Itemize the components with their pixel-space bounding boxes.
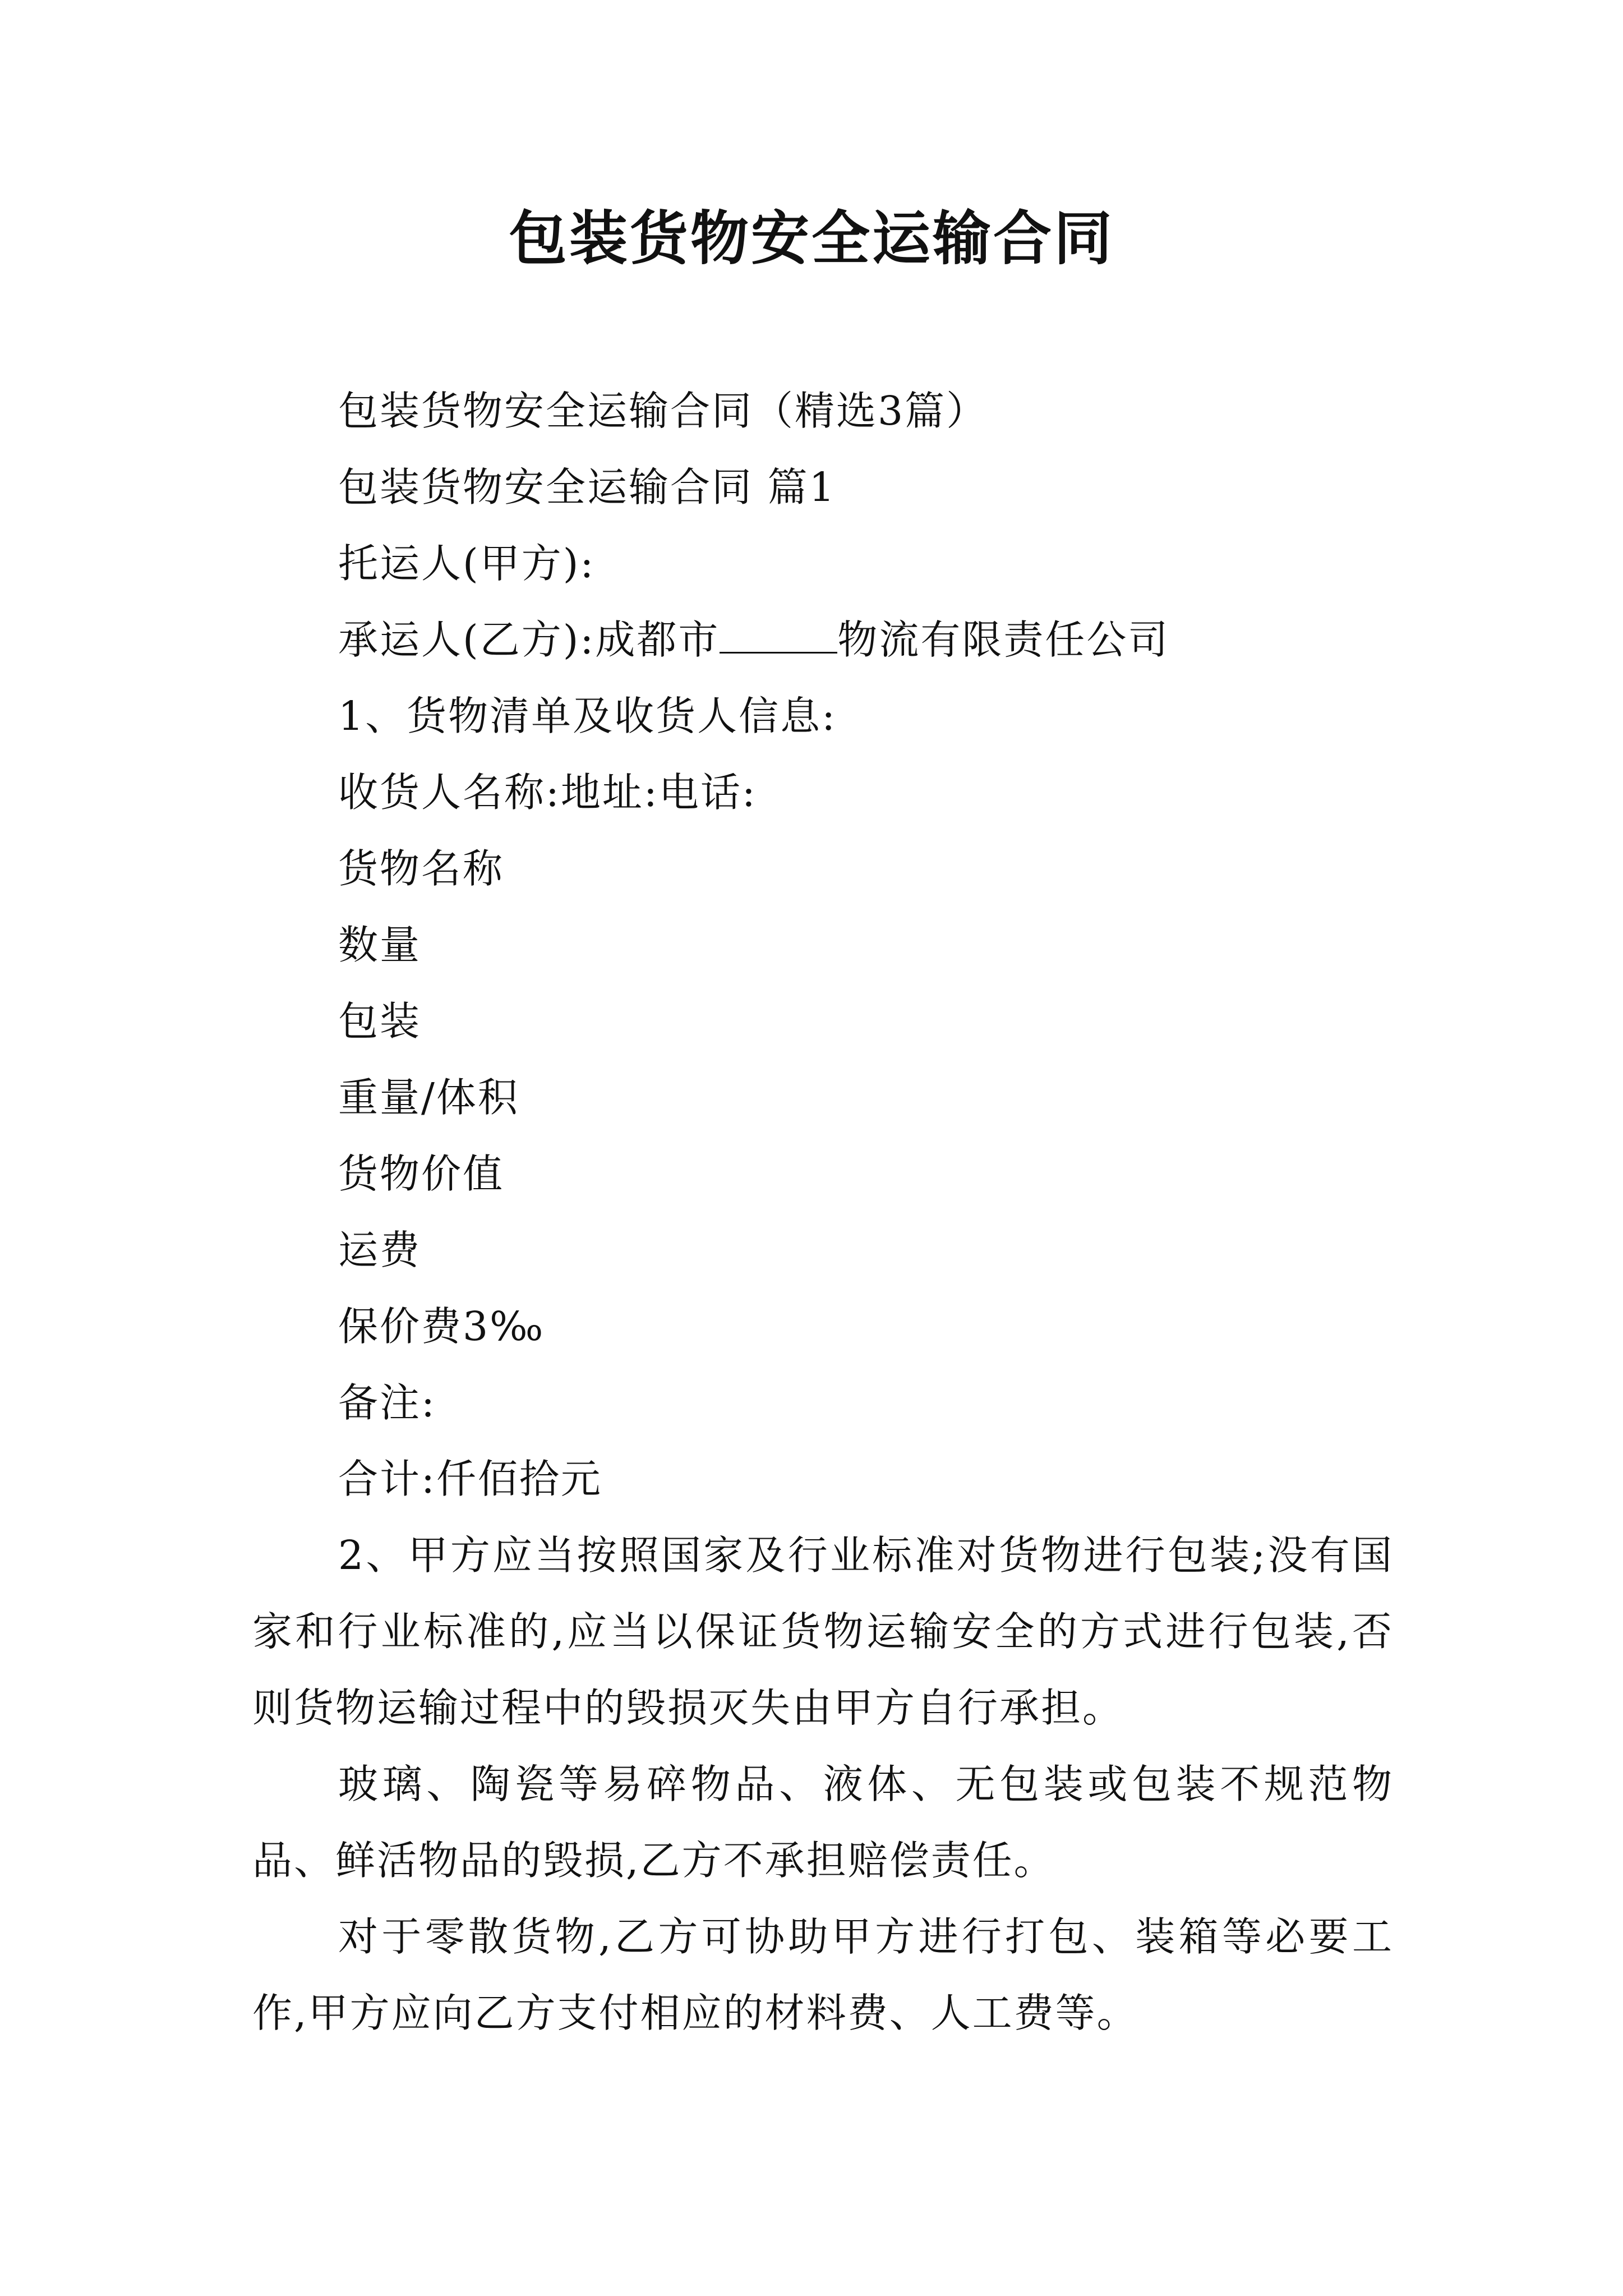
part-heading: 包装货物安全运输合同 篇1 (338, 464, 836, 510)
carrier-line (252, 602, 1394, 678)
subtitle-line: 包装货物安全运输合同（精选3篇） (338, 388, 988, 434)
carrier-suffix: 物流有限责任公司 (837, 616, 1170, 663)
packaging-line: 包装 (338, 998, 422, 1045)
paragraph-loose-goods: 对于零散货物,乙方可协助甲方进行打包、装箱等必要工作,甲方应向乙方支付相应的材料费、人工费等。 (252, 1913, 1394, 2036)
consignee-line: 收货人名称:地址:电话: (338, 769, 757, 816)
item-1-heading: 1、货物清单及收货人信息: (338, 693, 837, 739)
fill-in-blank (720, 618, 837, 654)
total-line: 合计:仟佰拾元 (338, 1456, 602, 1502)
insurance-fee-line: 保价费3‰ (338, 1303, 545, 1350)
quantity-line: 数量 (338, 922, 422, 968)
remarks-line: 备注: (338, 1379, 436, 1426)
freight-line: 运费 (338, 1227, 422, 1273)
carrier-prefix: 承运人(乙方):成都市 (338, 616, 720, 663)
document-title: 包装货物安全运输合同 (508, 204, 1114, 273)
document-body (252, 373, 1394, 2051)
weight-volume-line: 重量/体积 (338, 1074, 519, 1121)
goods-name-line: 货物名称 (338, 845, 505, 892)
goods-value-line: 货物价值 (338, 1151, 505, 1197)
paragraph-fragile-goods: 玻璃、陶瓷等易碎物品、液体、无包装或包装不规范物品、鲜活物品的毁损,乙方不承担赔偿责任。 (252, 1761, 1394, 1884)
paragraph-packaging-standard: 2、甲方应当按照国家及行业标准对货物进行包装;没有国家和行业标准的,应当以保证货物运输安全的方式进行包装,否则货物运输过程中的毁损灭失由甲方自行承担。 (252, 1532, 1394, 1731)
shipper-line: 托运人(甲方): (338, 540, 596, 587)
